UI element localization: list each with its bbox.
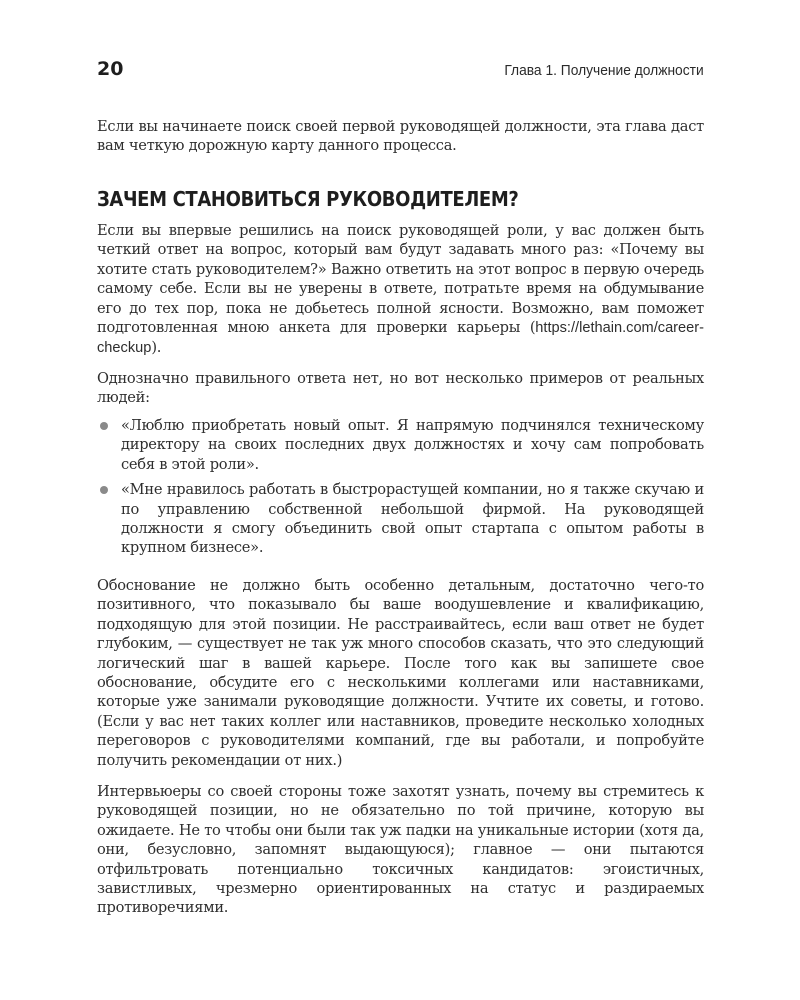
paragraph-text-end: ). — [151, 339, 162, 357]
bullet-icon — [100, 422, 108, 430]
running-head — [97, 58, 704, 84]
chapter-title: Глава 1. Получение должности — [504, 62, 704, 79]
page-number: 20 — [97, 58, 124, 80]
career-checkup-link[interactable]: https://lethain.com/career-checkup — [97, 320, 704, 357]
paragraph-interviewers: Интервьюеры со своей стороны тоже захотят узнать, почему вы стремитесь к руководящей позиции, но не обязательно по той причине, которую вы ожидаете. Не то чтобы они были так уж падки на уникальные истории (хотя да, они, безусловно, запомнят выдающуюся); главное — они пытаются отфильтровать потенциально токсичных кандидатов: эгоистичных, завистливых, чрезмерно ориентированных на статус и раздираемых противоречиями. — [97, 783, 704, 917]
list-item — [97, 480, 704, 558]
examples-list — [97, 416, 704, 564]
list-item — [97, 416, 704, 474]
intro-paragraph: Если вы начинаете поиск своей первой руководящей должности, эта глава даст вам четкую дорожную карту данного процесса. — [97, 118, 704, 155]
paragraph-why-manager — [97, 221, 704, 359]
bullet-icon — [100, 486, 108, 494]
paragraph-justification: Обоснование не должно быть особенно детальным, достаточно чего-то позитивного, что показывало бы ваше воодушевление и квалификацию, подходящую для этой позиции. Не расстраивайтесь, если ваш ответ не будет глубоким, — существует не так уж много способов сказать, что это следующий логический шаг в вашей карьере. После того как вы запишете свое обоснование, обсудите его с несколькими коллегами или наставниками, которые уже занимали руководящие должности. Учтите их советы, и готово. (Если у вас нет таких коллег или наставников, проведите несколько холодных переговоров с руководителями компаний, где вы работали, и попробуйте получить рекомендации от них.) — [97, 577, 704, 769]
list-item-text: «Люблю приобретать новый опыт. Я напрямую подчинялся техническому директору на своих последних двух должностях и хочу сам попробовать себя в этой роли». — [121, 417, 704, 473]
list-item-text: «Мне нравилось работать в быстрорастущей компании, но я также скучаю и по управлению собственной небольшой фирмой. На руководящей должности я смогу объединить свой опыт стартапа с опытом работы в крупном бизнесе». — [121, 481, 704, 557]
section-heading: ЗАЧЕМ СТАНОВИТЬСЯ РУКОВОДИТЕЛЕМ? — [97, 187, 519, 211]
paragraph-examples-intro: Однозначно правильного ответа нет, но вот несколько примеров от реальных людей: — [97, 370, 704, 407]
paragraph-text: Если вы впервые решились на поиск руководящей роли, у вас должен быть четкий ответ на вопрос, который вам будут задавать много раз: «Почему вы хотите стать руководителем?» Важно ответить на этот вопрос в первую очередь самому себе. Если вы не уверены в ответе, потратьте время на обдумывание его до тех пор, пока не добьетесь полной ясности. Возможно, вам поможет подготовленная мною анкета для проверки карьеры ( — [97, 222, 704, 337]
